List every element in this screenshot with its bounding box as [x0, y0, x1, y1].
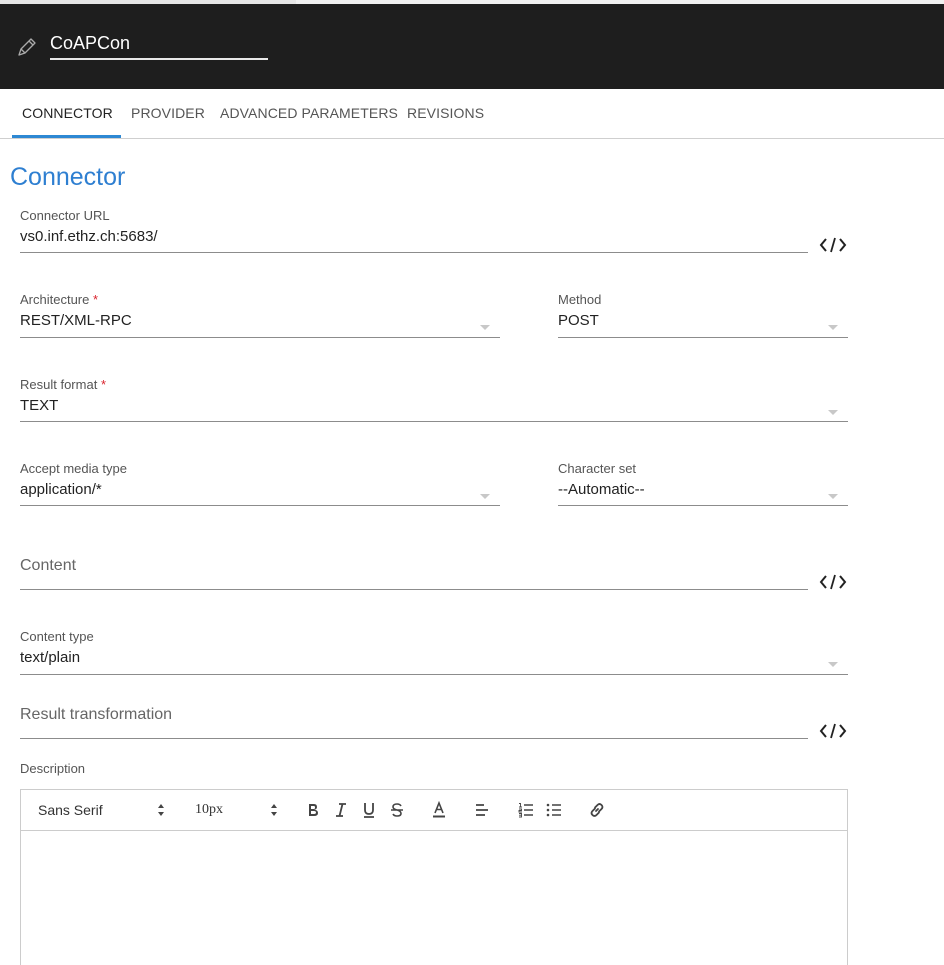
connector-url-label: Connector URL [20, 208, 110, 223]
align-left-icon[interactable] [473, 801, 491, 819]
content-type-label: Content type [20, 629, 94, 644]
connector-name-input[interactable] [50, 28, 268, 60]
architecture-underline [20, 337, 500, 338]
result-transformation-field[interactable] [20, 704, 808, 740]
description-label: Description [20, 761, 86, 776]
required-mark: * [100, 377, 106, 392]
strike-icon[interactable] [388, 801, 406, 819]
content-type-select[interactable] [20, 629, 848, 675]
architecture-label-text: Architecture [20, 292, 90, 307]
description-text-area[interactable] [21, 832, 847, 965]
result-transformation-underline [20, 738, 808, 739]
italic-icon[interactable] [332, 801, 350, 819]
content-placeholder: Content [20, 557, 77, 574]
tab-provider[interactable]: PROVIDER [131, 105, 205, 121]
result-format-select[interactable] [20, 377, 848, 423]
pencil-icon [16, 36, 38, 58]
text-color-icon[interactable] [430, 801, 448, 819]
tab-bar [0, 89, 944, 139]
accept-media-type-select[interactable] [20, 461, 500, 507]
updown-icon [157, 803, 165, 817]
code-editor-icon[interactable] [819, 721, 847, 741]
result-format-label-text: Result format [20, 377, 98, 392]
content-type-underline [20, 674, 848, 675]
method-label: Method [558, 292, 602, 307]
chevron-down-icon [480, 494, 490, 499]
accept-media-type-underline [20, 505, 500, 506]
content-type-value: text/plain [20, 649, 81, 666]
method-value: POST [558, 312, 599, 329]
bullet-list-icon[interactable] [545, 801, 563, 819]
character-set-value: --Automatic-- [558, 481, 645, 498]
underline-icon[interactable] [360, 801, 378, 819]
tab-advanced-parameters[interactable]: ADVANCED PARAMETERS [220, 105, 398, 121]
content-field[interactable] [20, 555, 808, 591]
method-underline [558, 337, 848, 338]
content-underline [20, 589, 808, 590]
editor-toolbar [21, 790, 847, 831]
chevron-down-icon [828, 494, 838, 499]
architecture-value: REST/XML-RPC [20, 312, 132, 329]
chevron-down-icon [480, 325, 490, 330]
code-editor-icon[interactable] [819, 572, 847, 592]
chevron-down-icon [828, 325, 838, 330]
character-set-select[interactable] [558, 461, 848, 507]
font-size-select[interactable]: 10px [195, 802, 223, 817]
required-mark: * [93, 292, 99, 307]
result-format-value: TEXT [20, 397, 59, 414]
architecture-select[interactable] [20, 292, 500, 338]
link-icon[interactable] [588, 801, 606, 819]
connector-header [0, 4, 944, 89]
bold-icon[interactable] [304, 801, 322, 819]
accept-media-type-value: application/* [20, 481, 102, 498]
connector-url-value[interactable]: vs0.inf.ethz.ch:5683/ [20, 228, 158, 245]
section-title: Connector [10, 163, 126, 191]
connector-url-underline [20, 252, 808, 253]
code-editor-icon[interactable] [819, 235, 847, 255]
connector-url-field[interactable] [20, 208, 808, 254]
character-set-label: Character set [558, 461, 637, 476]
ordered-list-icon[interactable] [517, 801, 535, 819]
updown-icon [270, 803, 278, 817]
result-transformation-placeholder: Result transformation [20, 706, 173, 723]
accept-media-type-label: Accept media type [20, 461, 127, 476]
result-format-underline [20, 421, 848, 422]
font-family-select[interactable]: Sans Serif [38, 802, 103, 818]
result-format-label [20, 377, 848, 392]
character-set-underline [558, 505, 848, 506]
description-editor [20, 789, 848, 965]
chevron-down-icon [828, 662, 838, 667]
active-tab-indicator [12, 135, 121, 138]
architecture-label [20, 292, 500, 307]
tab-connector[interactable]: CONNECTOR [22, 105, 113, 121]
method-select[interactable] [558, 292, 848, 338]
chevron-down-icon [828, 410, 838, 415]
tab-revisions[interactable]: REVISIONS [407, 105, 485, 121]
